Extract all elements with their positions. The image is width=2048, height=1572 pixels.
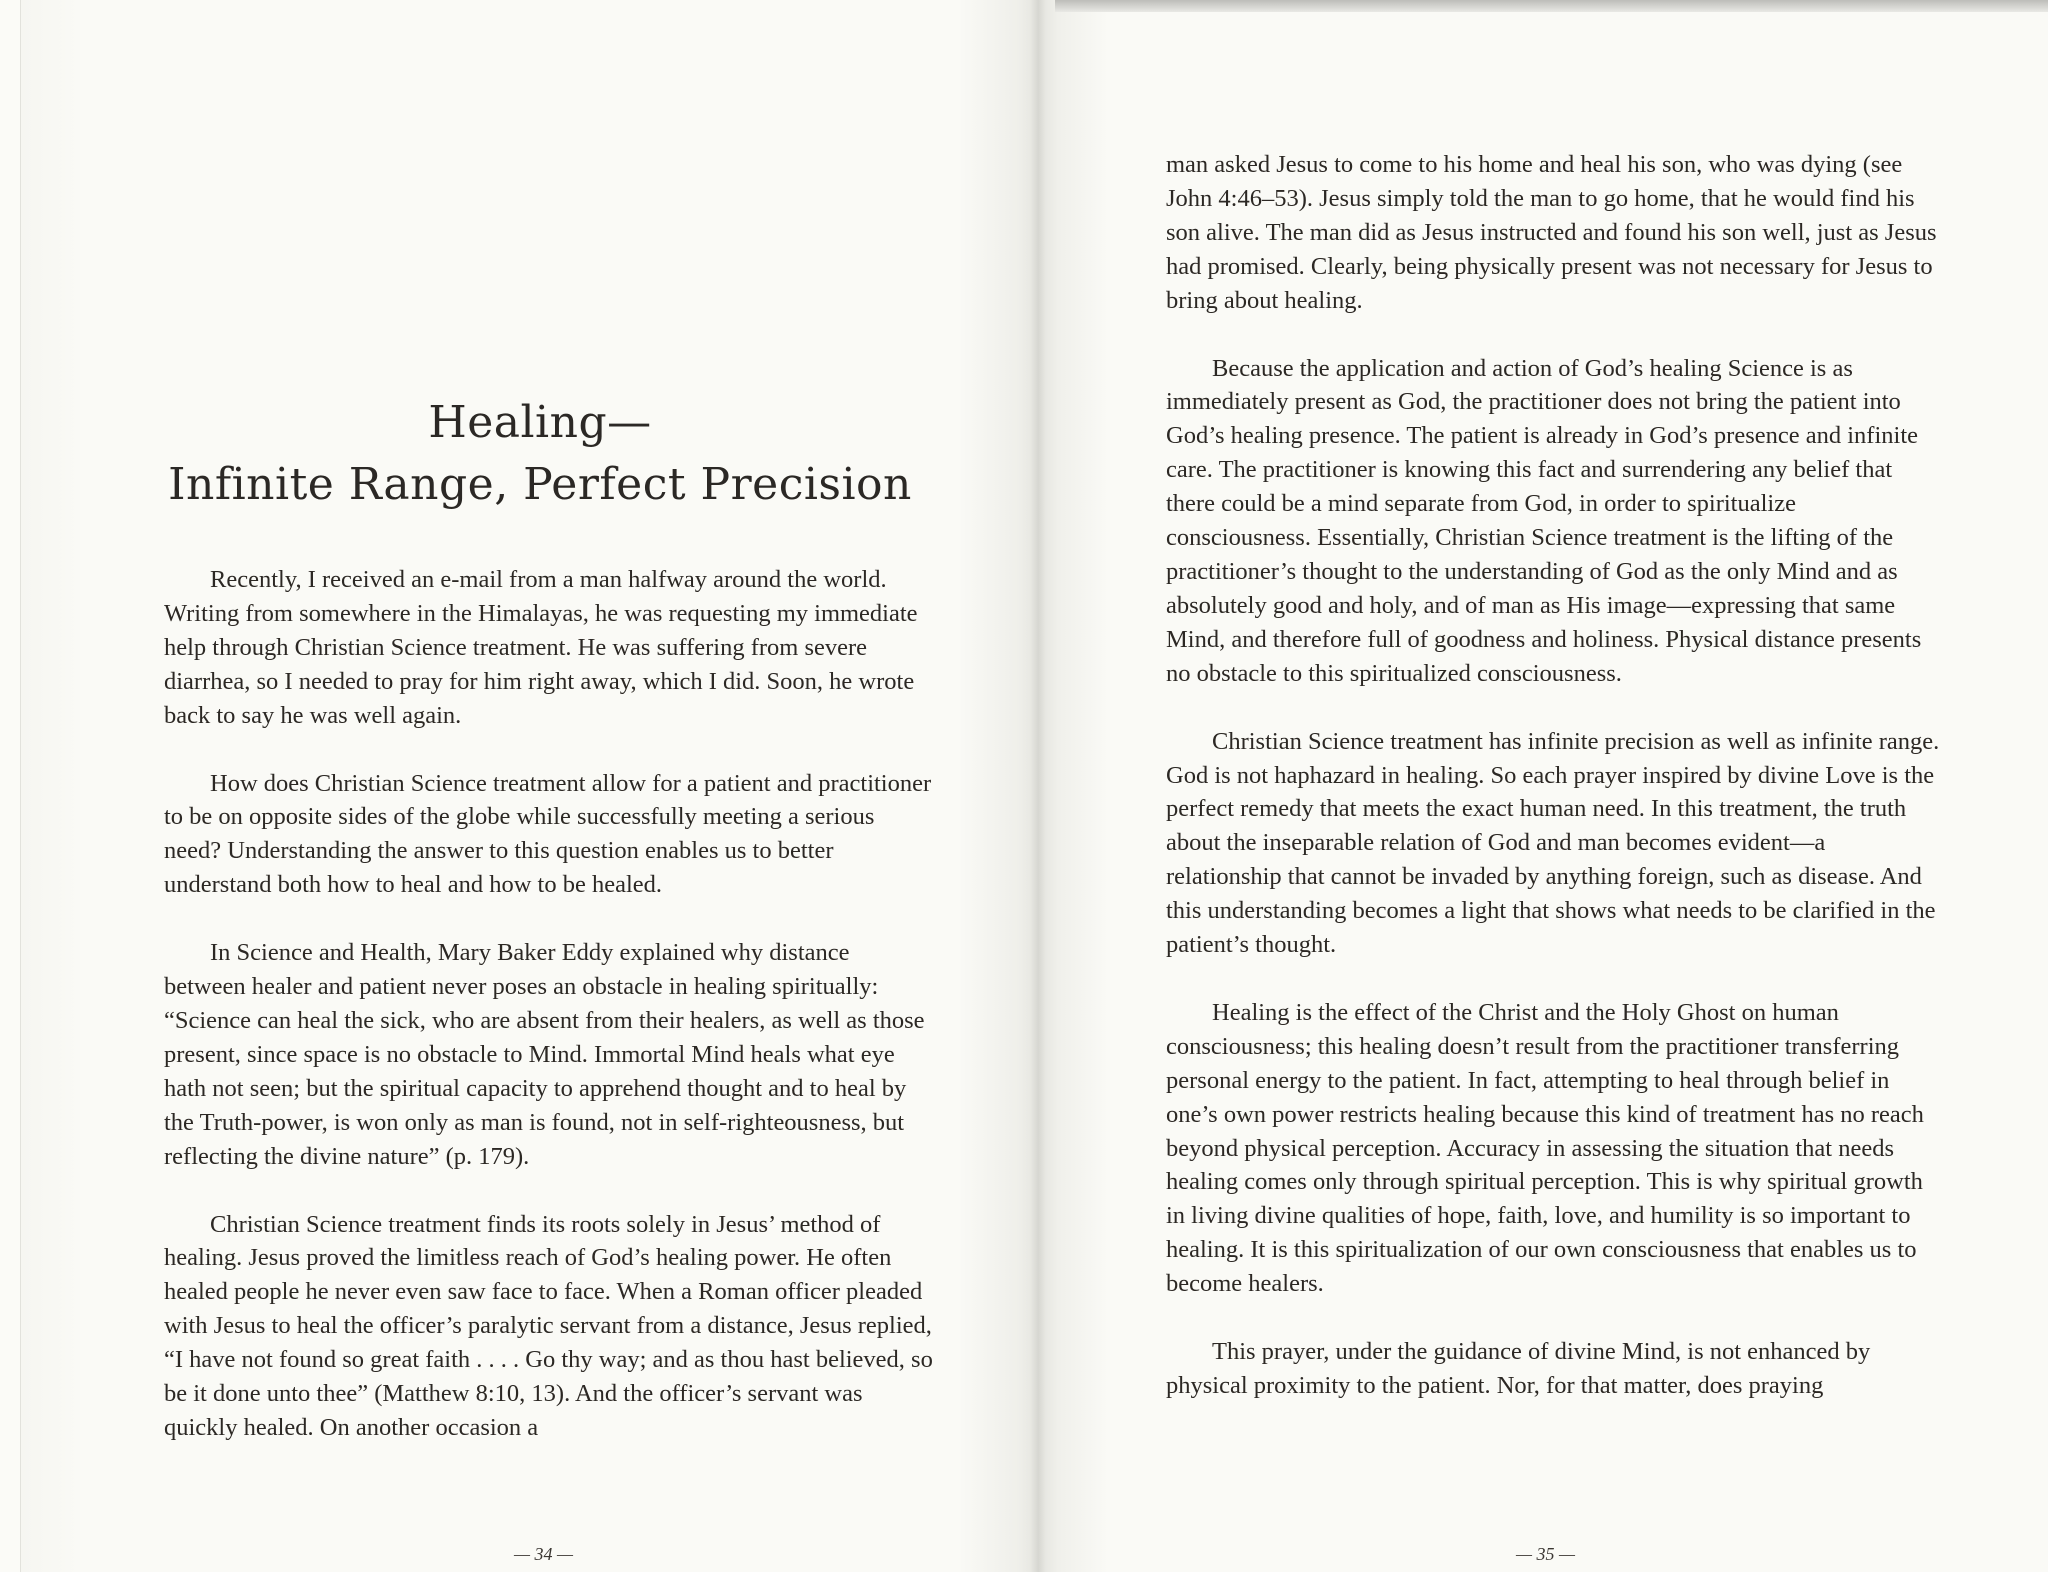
left-page-number: — 34 — — [514, 1544, 574, 1564]
right-paragraph-4: Healing is the effect of the Christ and the Holy Ghost on human consciousness; this healing doesn’t result from the practitioner transferring personal energy to the patient. In fact, attempting to heal through belief in one’s own power restricts healing because this kind of treatment has no reach beyond physical perception. Accuracy in assessing the situation that needs healing comes only through spiritual perception. This is why spiritual growth in living divine qualities of hope, faith, love, and humility is so important to healing. It is this spiritualization of our own consciousness that enables us to become healers. — [1166, 998, 1924, 1298]
right-paragraph-1: man asked Jesus to come to his home and heal his son, who was dying (see John 4:46–53). Jesus simply told the man to go home, that he would find his son alive. The man did as Jesus instructed and found his son well, just as Jesus had promised. Clearly, being physically present was not necessary for Jesus to bring about healing. — [1166, 151, 1937, 314]
right-page-text — [1166, 148, 1942, 1437]
right-paragraph-2: Because the application and action of God’s healing Science is as immediately present as God, the practitioner does not bring the patient into God’s healing presence. The patient is already in God’s presence and infinite care. The practitioner is knowing this fact and surrendering any belief that there could be a mind separate from God, in order to spiritualize consciousness. Essentially, Christian Science treatment is the lifting of the practitioner’s thought to the understanding of God as the only Mind and as absolutely good and holy, and of man as His image—expressing that same Mind, and therefore full of goodness and holiness. Physical distance presents no obstacle to this spiritualized consciousness. — [1166, 354, 1922, 687]
left-paragraph-3: In Science and Health, Mary Baker Eddy explained why distance between healer and patient never poses an obstacle in healing spiritually: “Science can heal the sick, who are absent from their healers, as well as those present, since space is no obstacle to Mind. Immortal Mind heals what eye hath not seen; but the spiritual capacity to apprehend thought and to heal by the Truth-power, is won only as man is found, not in self-righteousness, but reflecting the divine nature” (p. 179). — [164, 939, 925, 1170]
left-page-text — [164, 563, 936, 1479]
right-paragraph-3: Christian Science treatment has infinite precision as well as infinite range. God is not haphazard in healing. So each prayer inspired by divine Love is the perfect remedy that meets the exact human need. In this treatment, the truth about the inseparable relation of God and man becomes evident—a relationship that cannot be invaded by anything foreign, such as disease. And this understanding becomes a light that shows what needs to be clarified in the patient’s thought. — [1166, 727, 1940, 959]
chapter-title-line-1: Healing— — [428, 397, 652, 448]
book-gutter — [1030, 0, 1046, 1572]
right-paragraph-5: This prayer, under the guidance of divine Mind, is not enhanced by physical proximity to the patient. Nor, for that matter, does praying — [1166, 1338, 1871, 1399]
left-paragraph-1: Recently, I received an e-mail from a man halfway around the world. Writing from somewhere in the Himalayas, he was requesting my immediate help through Christian Science treatment. He was suffering from severe diarrhea, so I needed to pray for him right away, which I did. Soon, he wrote back to say he was well again. — [164, 566, 918, 729]
right-page-number: — 35 — — [1516, 1544, 1576, 1564]
scan-top-edge — [1055, 0, 2048, 12]
chapter-title-line-2: Infinite Range, Perfect Precision — [168, 459, 912, 510]
chapter-title — [150, 392, 930, 516]
left-paragraph-2: How does Christian Science treatment allow for a patient and practitioner to be on opposite sides of the globe while successfully meeting a serious need? Understanding the answer to this question enables us to better understand both how to heal and how to be healed. — [164, 769, 932, 899]
left-paragraph-4: Christian Science treatment finds its roots solely in Jesus’ method of healing. Jesus proved the limitless reach of God’s healing power. He often healed people he never even saw face to face. When a Roman officer pleaded with Jesus to heal the officer’s paralytic servant from a distance, Jesus replied, “I have not found so great faith . . . . Go thy way; and as thou hast believed, so be it done unto thee” (Matthew 8:10, 13). And the officer’s servant was quickly healed. On another occasion a — [164, 1210, 933, 1441]
